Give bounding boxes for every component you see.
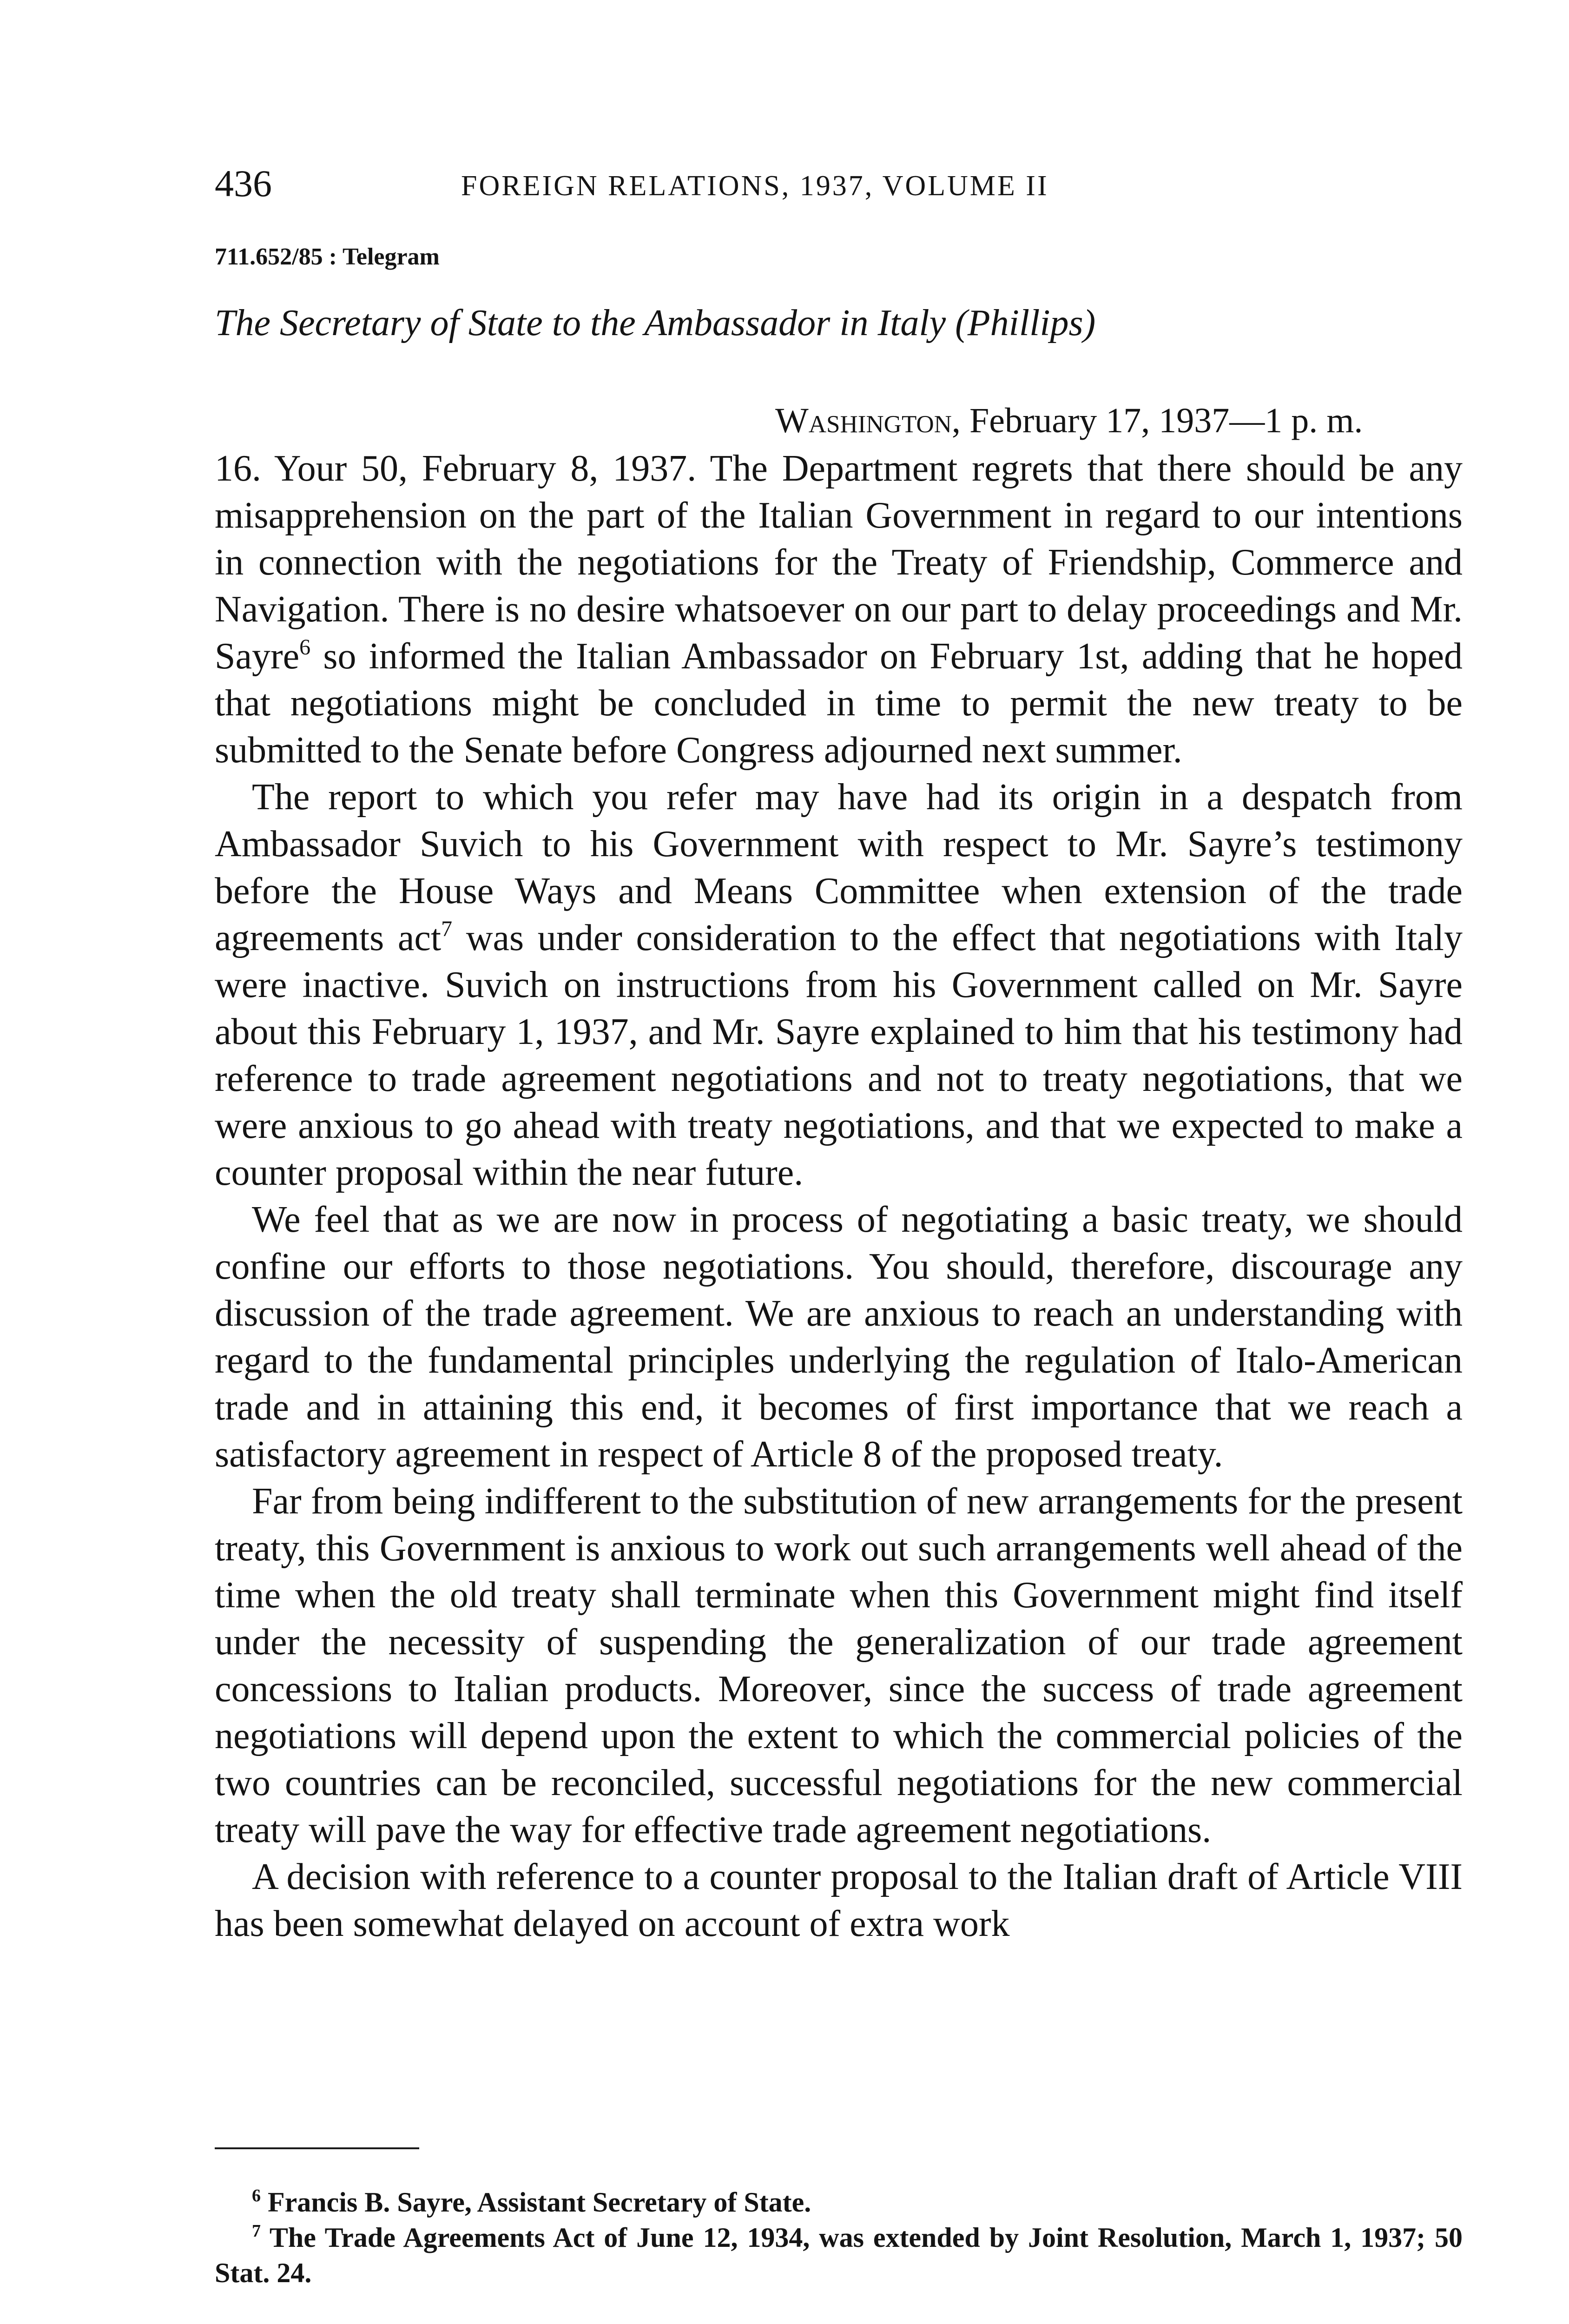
paragraph-3: We feel that as we are now in process of negotiating a basic treaty, we should confine our efforts to those negotiations. You should, therefore, discourage any discussion of the trade agreement. We are anxious to reach an understanding with regard to the fundamental principles underlying the regulation of Italo-American trade and in attaining this end, it becomes of first importance that we reach a satisfactory agreement in respect of Article 8 of the proposed treaty. bbox=[215, 1199, 1463, 1475]
footnote-7 bbox=[215, 2220, 1463, 2291]
footnote-marker-7: 7 bbox=[252, 2221, 261, 2241]
footnote-ref-7: 7 bbox=[441, 917, 453, 941]
paragraph-2 bbox=[215, 774, 1463, 1196]
telegram-number: 16. bbox=[215, 448, 261, 489]
running-head: FOREIGN RELATIONS, 1937, VOLUME II bbox=[461, 170, 1049, 202]
dateline-place: Washington, bbox=[775, 401, 961, 440]
footnote-ref-6: 6 bbox=[299, 635, 311, 660]
footnote-6-text: Francis B. Sayre, Assistant Secretary of State. bbox=[261, 2187, 811, 2218]
footnote-divider bbox=[215, 2147, 419, 2149]
body-text bbox=[215, 445, 1463, 1948]
paragraph-2-part-a: The report to which you refer may have had its origin in a despatch from Ambassador Suvich to his Government with respect to Mr. Sayre’s testimony before the House Ways and Means Committee when extension of the trade agreements act bbox=[215, 777, 1463, 958]
footnotes bbox=[215, 2185, 1463, 2291]
file-reference: 711.652/85 : Telegram bbox=[215, 244, 440, 270]
footnote-6 bbox=[215, 2185, 1463, 2220]
paragraph-5: A decision with reference to a counter proposal to the Italian draft of Article VIII has been somewhat delayed on account of extra work bbox=[215, 1856, 1463, 1944]
dateline-date: February 17, 1937—1 p. m. bbox=[960, 401, 1363, 440]
paragraph-1-part-b: so informed the Italian Ambassador on February 1st, adding that he hoped that negotiations might be concluded in time to permit the new treaty to be submitted to the Senate before Congress adjourned next summer. bbox=[215, 636, 1463, 771]
footnote-7-text: The Trade Agreements Act of June 12, 1934, was extended by Joint Resolution, March 1, 1937; 50 Stat. 24. bbox=[215, 2222, 1463, 2288]
footnote-marker-6: 6 bbox=[252, 2186, 261, 2205]
document-title: The Secretary of State to the Ambassador in Italy (Phillips) bbox=[215, 303, 1096, 343]
page-number: 436 bbox=[215, 162, 272, 205]
paragraph-4: Far from being indifferent to the substitution of new arrangements for the present treaty, this Government is anxious to work out such arrangements well ahead of the time when the old treaty shall terminate when this Government might find itself under the necessity of suspending the generalization of our trade agreement concessions to Italian products. Moreover, since the success of trade agreement negotiations will depend upon the extent to which the commercial policies of the two countries can be reconciled, successful negotiations for the new commercial treaty will pave the way for effective trade agreement negotiations. bbox=[215, 1481, 1463, 1850]
dateline bbox=[775, 397, 1363, 444]
paragraph-1-part-a: Your 50, February 8, 1937. The Department regrets that there should be any misapprehension on the part of the Italian Government in regard to our intentions in connection with the negotiations for the Treaty of Friendship, Commerce and Navigation. There is no desire whatsoever on our part to delay proceedings and Mr. Sayre bbox=[215, 448, 1463, 677]
paragraph-2-part-b: was under consideration to the effect that negotiations with Italy were inactive. Suvich on instructions from his Government called on Mr. Sayre about this February 1, 1937, and Mr. Sayre explained to him that his testimony had reference to trade agreement negotiations and not to treaty negotiations, that we were anxious to go ahead with treaty negotiations, and that we expected to make a counter proposal within the near future. bbox=[215, 918, 1463, 1193]
page-header bbox=[215, 160, 1463, 211]
paragraph-1 bbox=[215, 445, 1463, 774]
